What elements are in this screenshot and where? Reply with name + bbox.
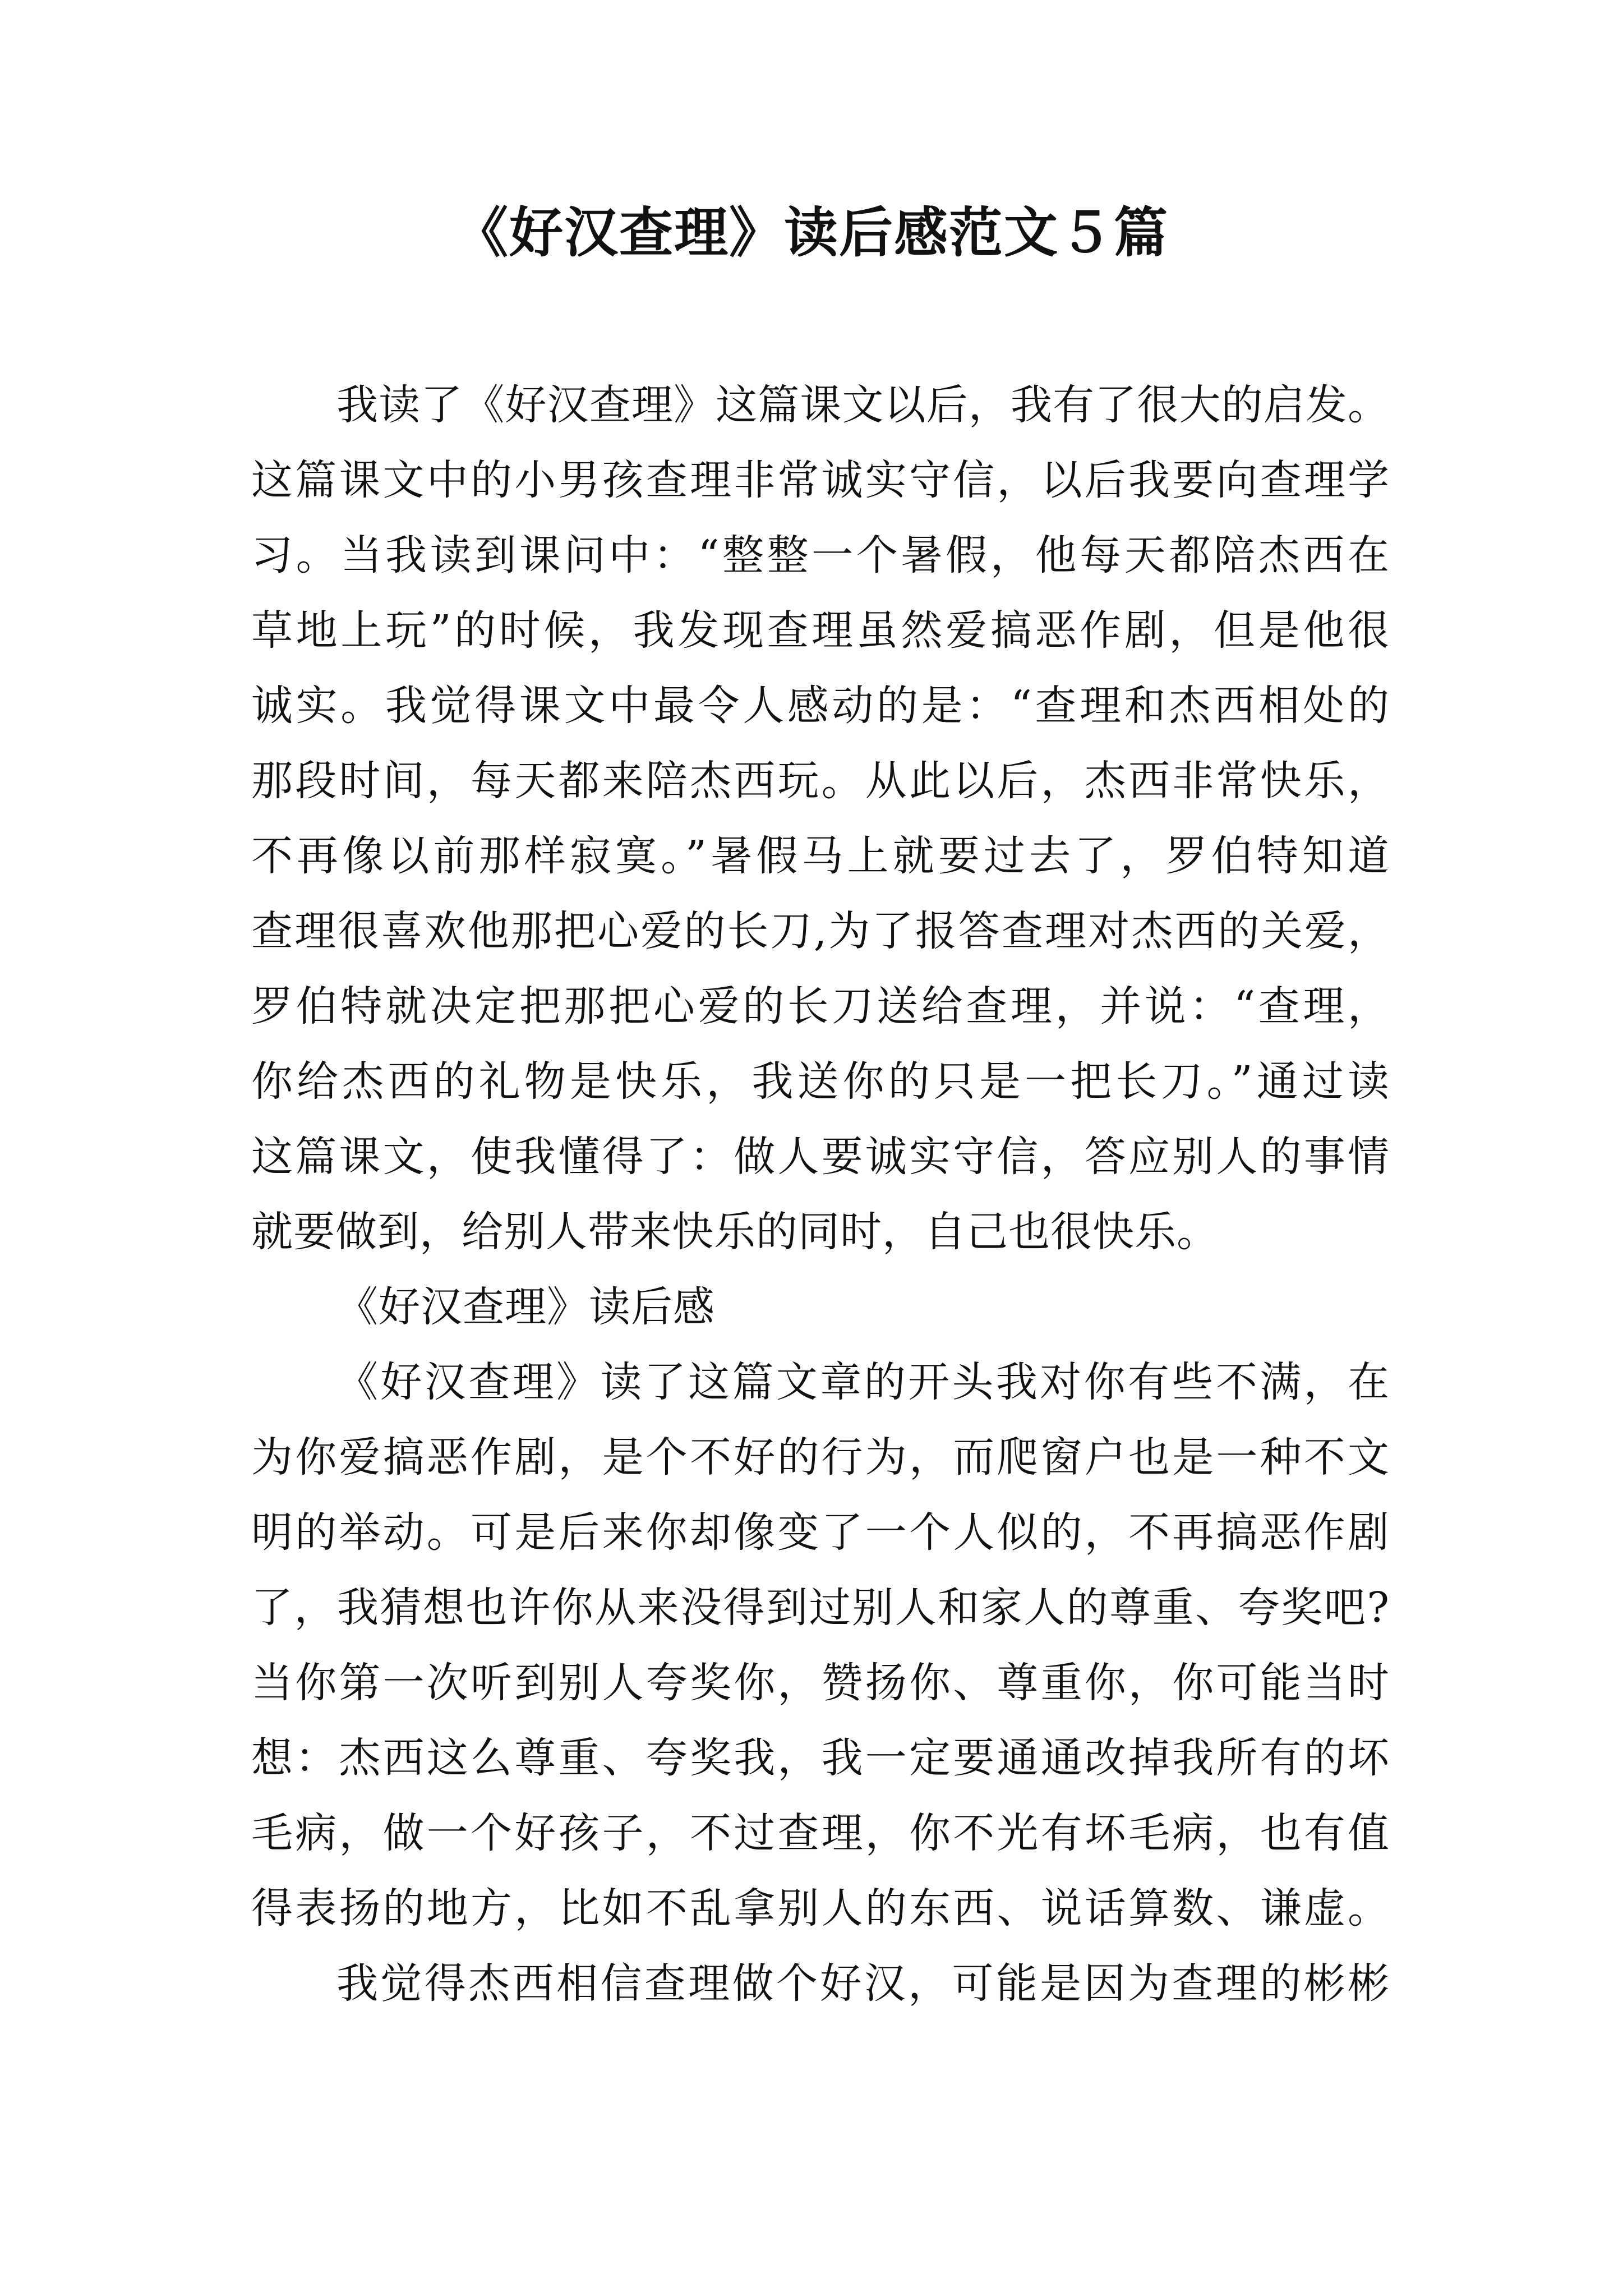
- paragraph-line: 我觉得杰西相信查理做个好汉，可能是因为查理的彬彬: [336, 1959, 1390, 2008]
- paragraph-line: 你给杰西的礼物是快乐，我送你的只是一把长刀。”通过读: [251, 1057, 1390, 1106]
- paragraph-line: 不再像以前那样寂寞。”暑假马上就要过去了，罗伯特知道: [251, 832, 1390, 880]
- paragraph-line: 毛病，做一个好孩子，不过查理，你不光有坏毛病，也有值: [251, 1809, 1390, 1857]
- paragraph-line: 明的举动。可是后来你却像变了一个人似的，不再搞恶作剧: [251, 1508, 1390, 1557]
- paragraph-line: 这篇课文中的小男孩查理非常诚实守信，以后我要向查理学: [251, 456, 1390, 504]
- paragraph-line: 那段时间，每天都来陪杰西玩。从此以后，杰西非常快乐，: [251, 757, 1390, 805]
- paragraph-line: 习。当我读到课问中：“整整一个暑假，他每天都陪杰西在: [251, 531, 1390, 579]
- paragraph-line: 就要做到，给别人带来快乐的同时，自己也很快乐。: [251, 1208, 1219, 1256]
- paragraph-line: 罗伯特就决定把那把心爱的长刀送给查理，并说：“查理，: [251, 982, 1390, 1030]
- paragraph-line: 为你爱搞恶作剧，是个不好的行为，而爬窗户也是一种不文: [251, 1433, 1390, 1481]
- paragraph-line: 草地上玩”的时候，我发现查理虽然爱搞恶作剧，但是他很: [251, 606, 1390, 655]
- paragraph-line: 我读了《好汉查理》这篇课文以后，我有了很大的启发。: [336, 381, 1390, 429]
- paragraph-line: 得表扬的地方，比如不乱拿别人的东西、说话算数、谦虚。: [251, 1884, 1390, 1932]
- paragraph-line: 了，我猜想也许你从来没得到过别人和家人的尊重、夸奖吧?: [251, 1584, 1390, 1632]
- paragraph-line: 当你第一次听到别人夸奖你，赞扬你、尊重你，你可能当时: [251, 1659, 1390, 1707]
- paragraph-line: 想：杰西这么尊重、夸奖我，我一定要通通改掉我所有的坏: [251, 1734, 1390, 1782]
- paragraph-line: 《好汉查理》读了这篇文章的开头我对你有些不满，在: [336, 1358, 1390, 1406]
- paragraph-line: 查理很喜欢他那把心爱的长刀,为了报答查理对杰西的关爱，: [251, 907, 1390, 955]
- document-title: 《好汉查理》读后感范文５篇: [454, 201, 1169, 264]
- section-subheading: 《好汉查理》读后感: [336, 1283, 715, 1331]
- paragraph-line: 这篇课文，使我懂得了：做人要诚实守信，答应别人的事情: [251, 1133, 1390, 1181]
- paragraph-line: 诚实。我觉得课文中最令人感动的是：“查理和杰西相处的: [251, 682, 1390, 730]
